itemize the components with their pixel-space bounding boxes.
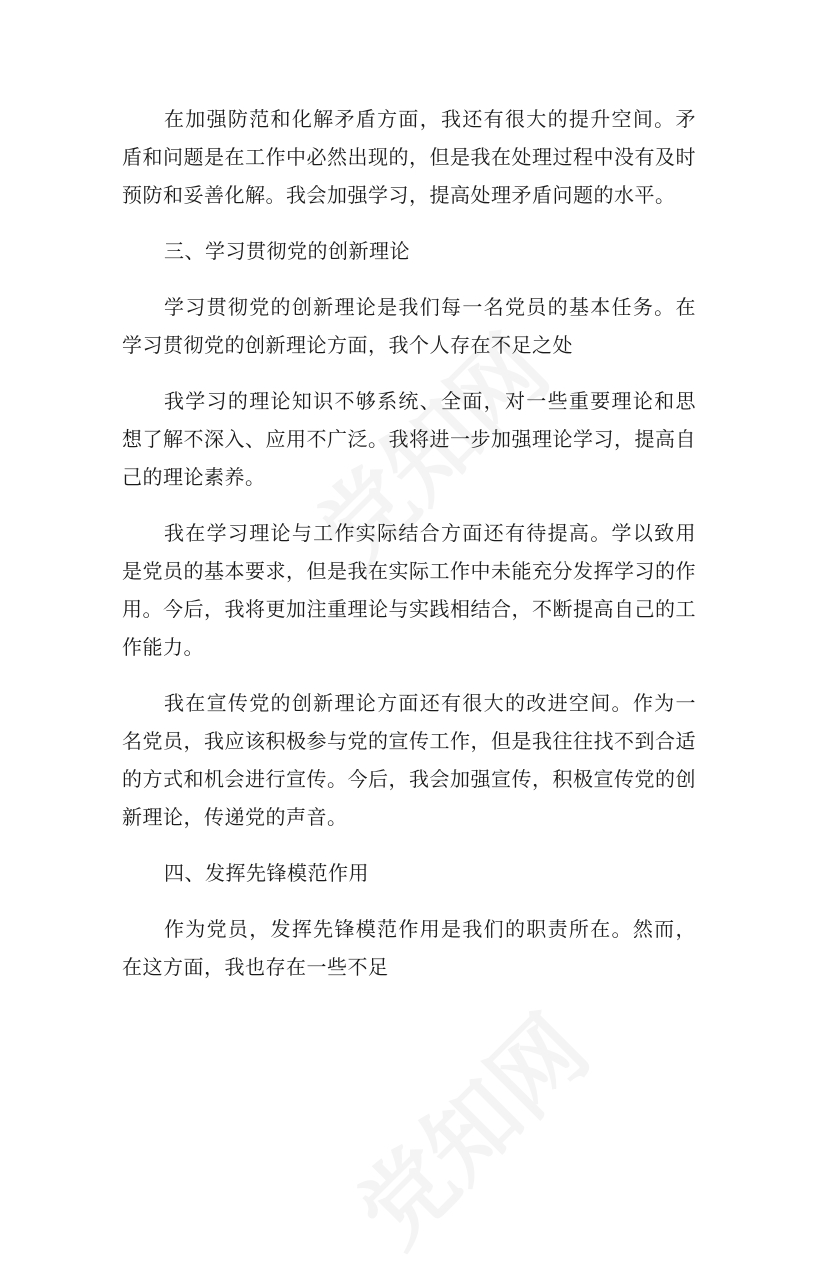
document-body <box>122 100 696 1004</box>
paragraph: 学习贯彻党的创新理论是我们每一名党员的基本任务。在学习贯彻党的创新理论方面，我个人存在不足之处 <box>122 295 696 357</box>
paragraph: 我在宣传党的创新理论方面还有很大的改进空间。作为一名党员，我应该积极参与党的宣传工作，但是我往往找不到合适的方式和机会进行宣传。今后，我会加强宣传，积极宣传党的创新理论，传递党的声音。 <box>122 691 696 829</box>
section-heading: 四、发挥先锋模范作用 <box>164 861 369 885</box>
paragraph: 在加强防范和化解矛盾方面，我还有很大的提升空间。矛盾和问题是在工作中必然出现的，但是我在处理过程中没有及时预防和妥善化解。我会加强学习，提高处理矛盾问题的水平。 <box>122 107 696 207</box>
paragraph: 作为党员，发挥先锋模范作用是我们的职责所在。然而，在这方面，我也存在一些不足 <box>122 917 696 979</box>
paragraph: 我在学习理论与工作实际结合方面还有待提高。学以致用是党员的基本要求，但是我在实际工作中未能充分发挥学习的作用。今后，我将更加注重理论与实践相结合，不断提高自己的工作能力。 <box>122 521 696 659</box>
paragraph: 我学习的理论知识不够系统、全面，对一些重要理论和思想了解不深入、应用不广泛。我将进一步加强理论学习，提高自己的理论素养。 <box>122 389 696 489</box>
watermark <box>324 982 613 1270</box>
section-heading: 三、学习贯彻党的创新理论 <box>164 239 410 263</box>
